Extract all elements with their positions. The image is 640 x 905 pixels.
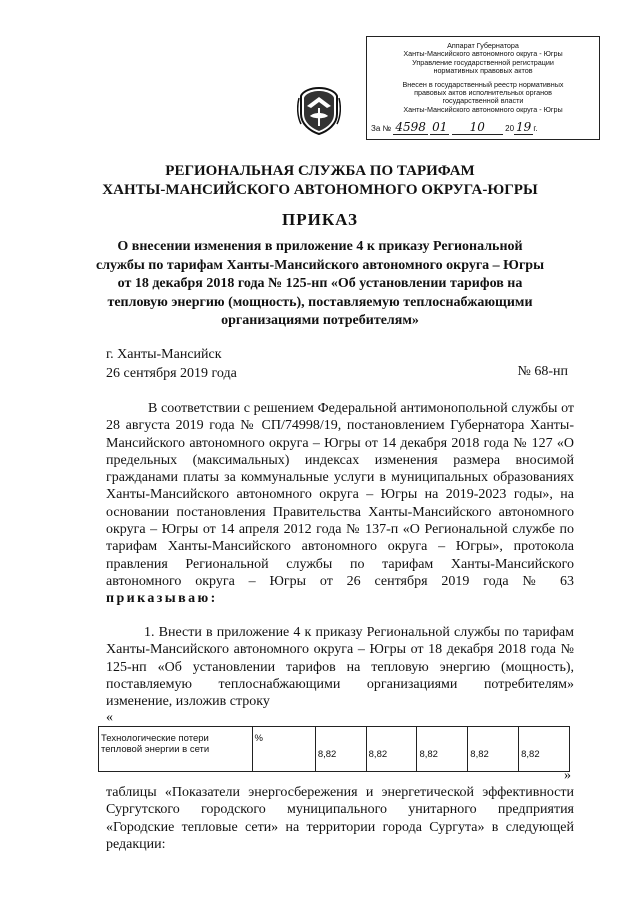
item-1-paragraph: 1. Внести в приложение 4 к приказу Региональной службы по тарифам Ханты-Мансийского автономного округа – Югры от 18 декабря 2018 года № 125-нп «Об установлении тарифов на тепловую энергию (мощность), поставляемую теплоснабжающими организациями потребителям» изменение, изложив строку [106, 625, 574, 710]
stamp-reg-year-prefix: 20 [505, 124, 515, 133]
row-value-cell: 8,82 [417, 727, 468, 772]
row-unit-cell: % [252, 727, 315, 772]
stamp-reg-suffix: г. [533, 124, 538, 133]
table-row [99, 727, 570, 772]
stamp-reg-year: 19 [516, 120, 532, 134]
subject-line: тепловую энергию (мощность), поставляемую теплоснабжающими [107, 294, 533, 310]
row-name-cell: Технологические потери тепловой энергии в сети [99, 727, 253, 772]
row-value-cell: 8,82 [315, 727, 366, 772]
stamp-reg-number: 4598 [395, 120, 426, 134]
organization-line: РЕГИОНАЛЬНАЯ СЛУЖБА ПО ТАРИФАМ [165, 163, 475, 179]
row-value-cell: 8,82 [519, 727, 570, 772]
stamp-line: правовых актов исполнительных органов [414, 88, 552, 98]
quote-open: « [106, 710, 113, 725]
subject-line: О внесении изменения в приложение 4 к приказу Региональной [117, 239, 523, 254]
preamble-text: В соответствии с решением Федеральной антимонопольной службы от 28 августа 2019 года № СП/74998/19, постановлением Губернатора Ханты-Мансийского автономного округа – Югры от 14 декабря 2018 года № 127 «О предельных (максимальных) индексах изменения размера вносимой гражданами платы за коммунальные услуги в муниципальных образованиях Ханты-Мансийского автономного округа – Югры на 2019-2023 годы», на основании постановления Правительства Ханты-Мансийского автономного округа – Югры от 14 апреля 2012 года № 137-п «О Региональной службе по тарифам Ханты-Мансийского автономного округа – Югры», протокола правления Региональной службы по тарифам Ханты-Мансийского автономного округа – Югры от 26 сентября 2019 года № 63 [106, 401, 574, 589]
stamp-line: Ханты-Мансийского автономного округа - Югры [403, 104, 563, 114]
document-date: 26 сентября 2019 года [106, 365, 237, 381]
table-reference-paragraph: таблицы «Показатели энергосбережения и энергетической эффективности Сургутского городского муниципального унитарного предприятия «Городские тепловые сети» на территории города Сургута» в следующей редакции: [106, 785, 574, 852]
stamp-line: Ханты-Мансийского автономного округа - Югры [403, 49, 563, 59]
row-value-cell: 8,82 [366, 727, 417, 772]
table-row-excerpt [98, 726, 570, 772]
place-and-date [106, 346, 237, 383]
stamp-line: государственной власти [442, 96, 524, 106]
stamp-reg-month: 10 [452, 120, 503, 135]
stamp-line: Управление государственной регистрации [412, 57, 554, 67]
stamp-reg-day: 01 [432, 120, 448, 134]
document-number: № 68-нп [517, 364, 568, 379]
stamp-reg-prefix: За № [371, 124, 392, 133]
row-value-cell: 8,82 [468, 727, 519, 772]
stamp-registration-number [371, 120, 595, 134]
subject-line: от 18 декабря 2018 года № 125-нп «Об установлении тарифов на [117, 276, 523, 291]
coat-of-arms-icon [297, 86, 341, 136]
quote-close: » [564, 768, 571, 783]
subject-line: организациями потребителям» [221, 313, 419, 328]
document-place: г. Ханты-Мансийск [106, 347, 222, 362]
organization-line: ХАНТЫ-МАНСИЙСКОГО АВТОНОМНОГО ОКРУГА-ЮГРЫ [102, 182, 538, 198]
stamp-line: Аппарат Губернатора [447, 41, 519, 50]
order-word: приказываю: [106, 591, 218, 607]
document-type: ПРИКАЗ [282, 210, 358, 229]
organization-name [60, 162, 580, 200]
stamp-line: нормативных правовых актов [433, 66, 533, 76]
subject-line: службы по тарифам Ханты-Мансийского автономного округа – Югры [95, 257, 545, 273]
registration-stamp [366, 36, 600, 140]
preamble-paragraph [106, 400, 574, 608]
stamp-line: Внесен в государственный реестр нормативных [402, 79, 564, 89]
document-subject [60, 238, 580, 331]
